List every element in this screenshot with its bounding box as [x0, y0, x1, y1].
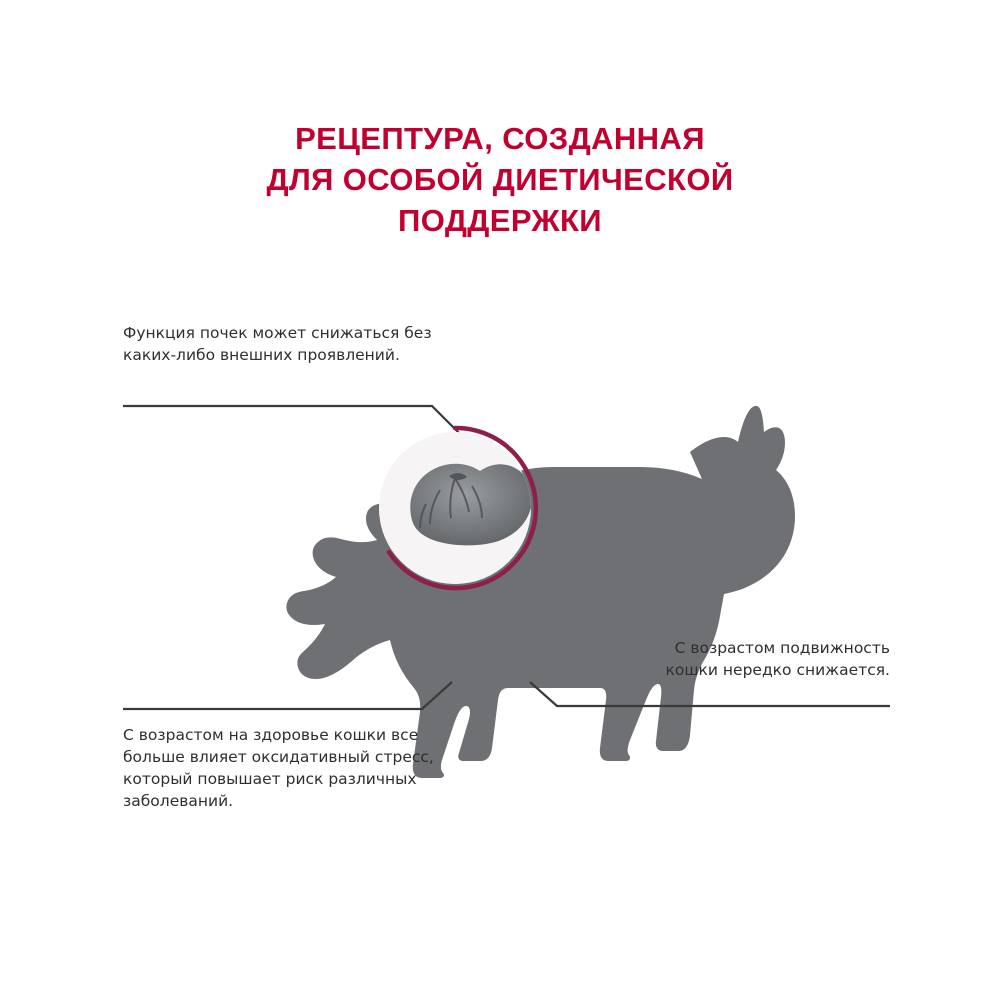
callout-oxidative-stress: С возрастом на здоровье кошки все больше влияет оксидативный стресс, который повышает риск различных заболеваний. [123, 726, 434, 810]
page-title-line-3: ПОДДЕРЖКИ [398, 203, 602, 238]
page-title-line-1: РЕЦЕПТУРА, СОЗДАННАЯ [295, 121, 705, 156]
callout-kidney-function: Функция почек может снижаться без каких-либо внешних проявлений. [123, 324, 432, 364]
callout-mobility: С возрастом подвижность кошки нередко снижается. [665, 639, 890, 679]
page-title-line-2: ДЛЯ ОСОБОЙ ДИЕТИЧЕСКОЙ [266, 162, 734, 197]
